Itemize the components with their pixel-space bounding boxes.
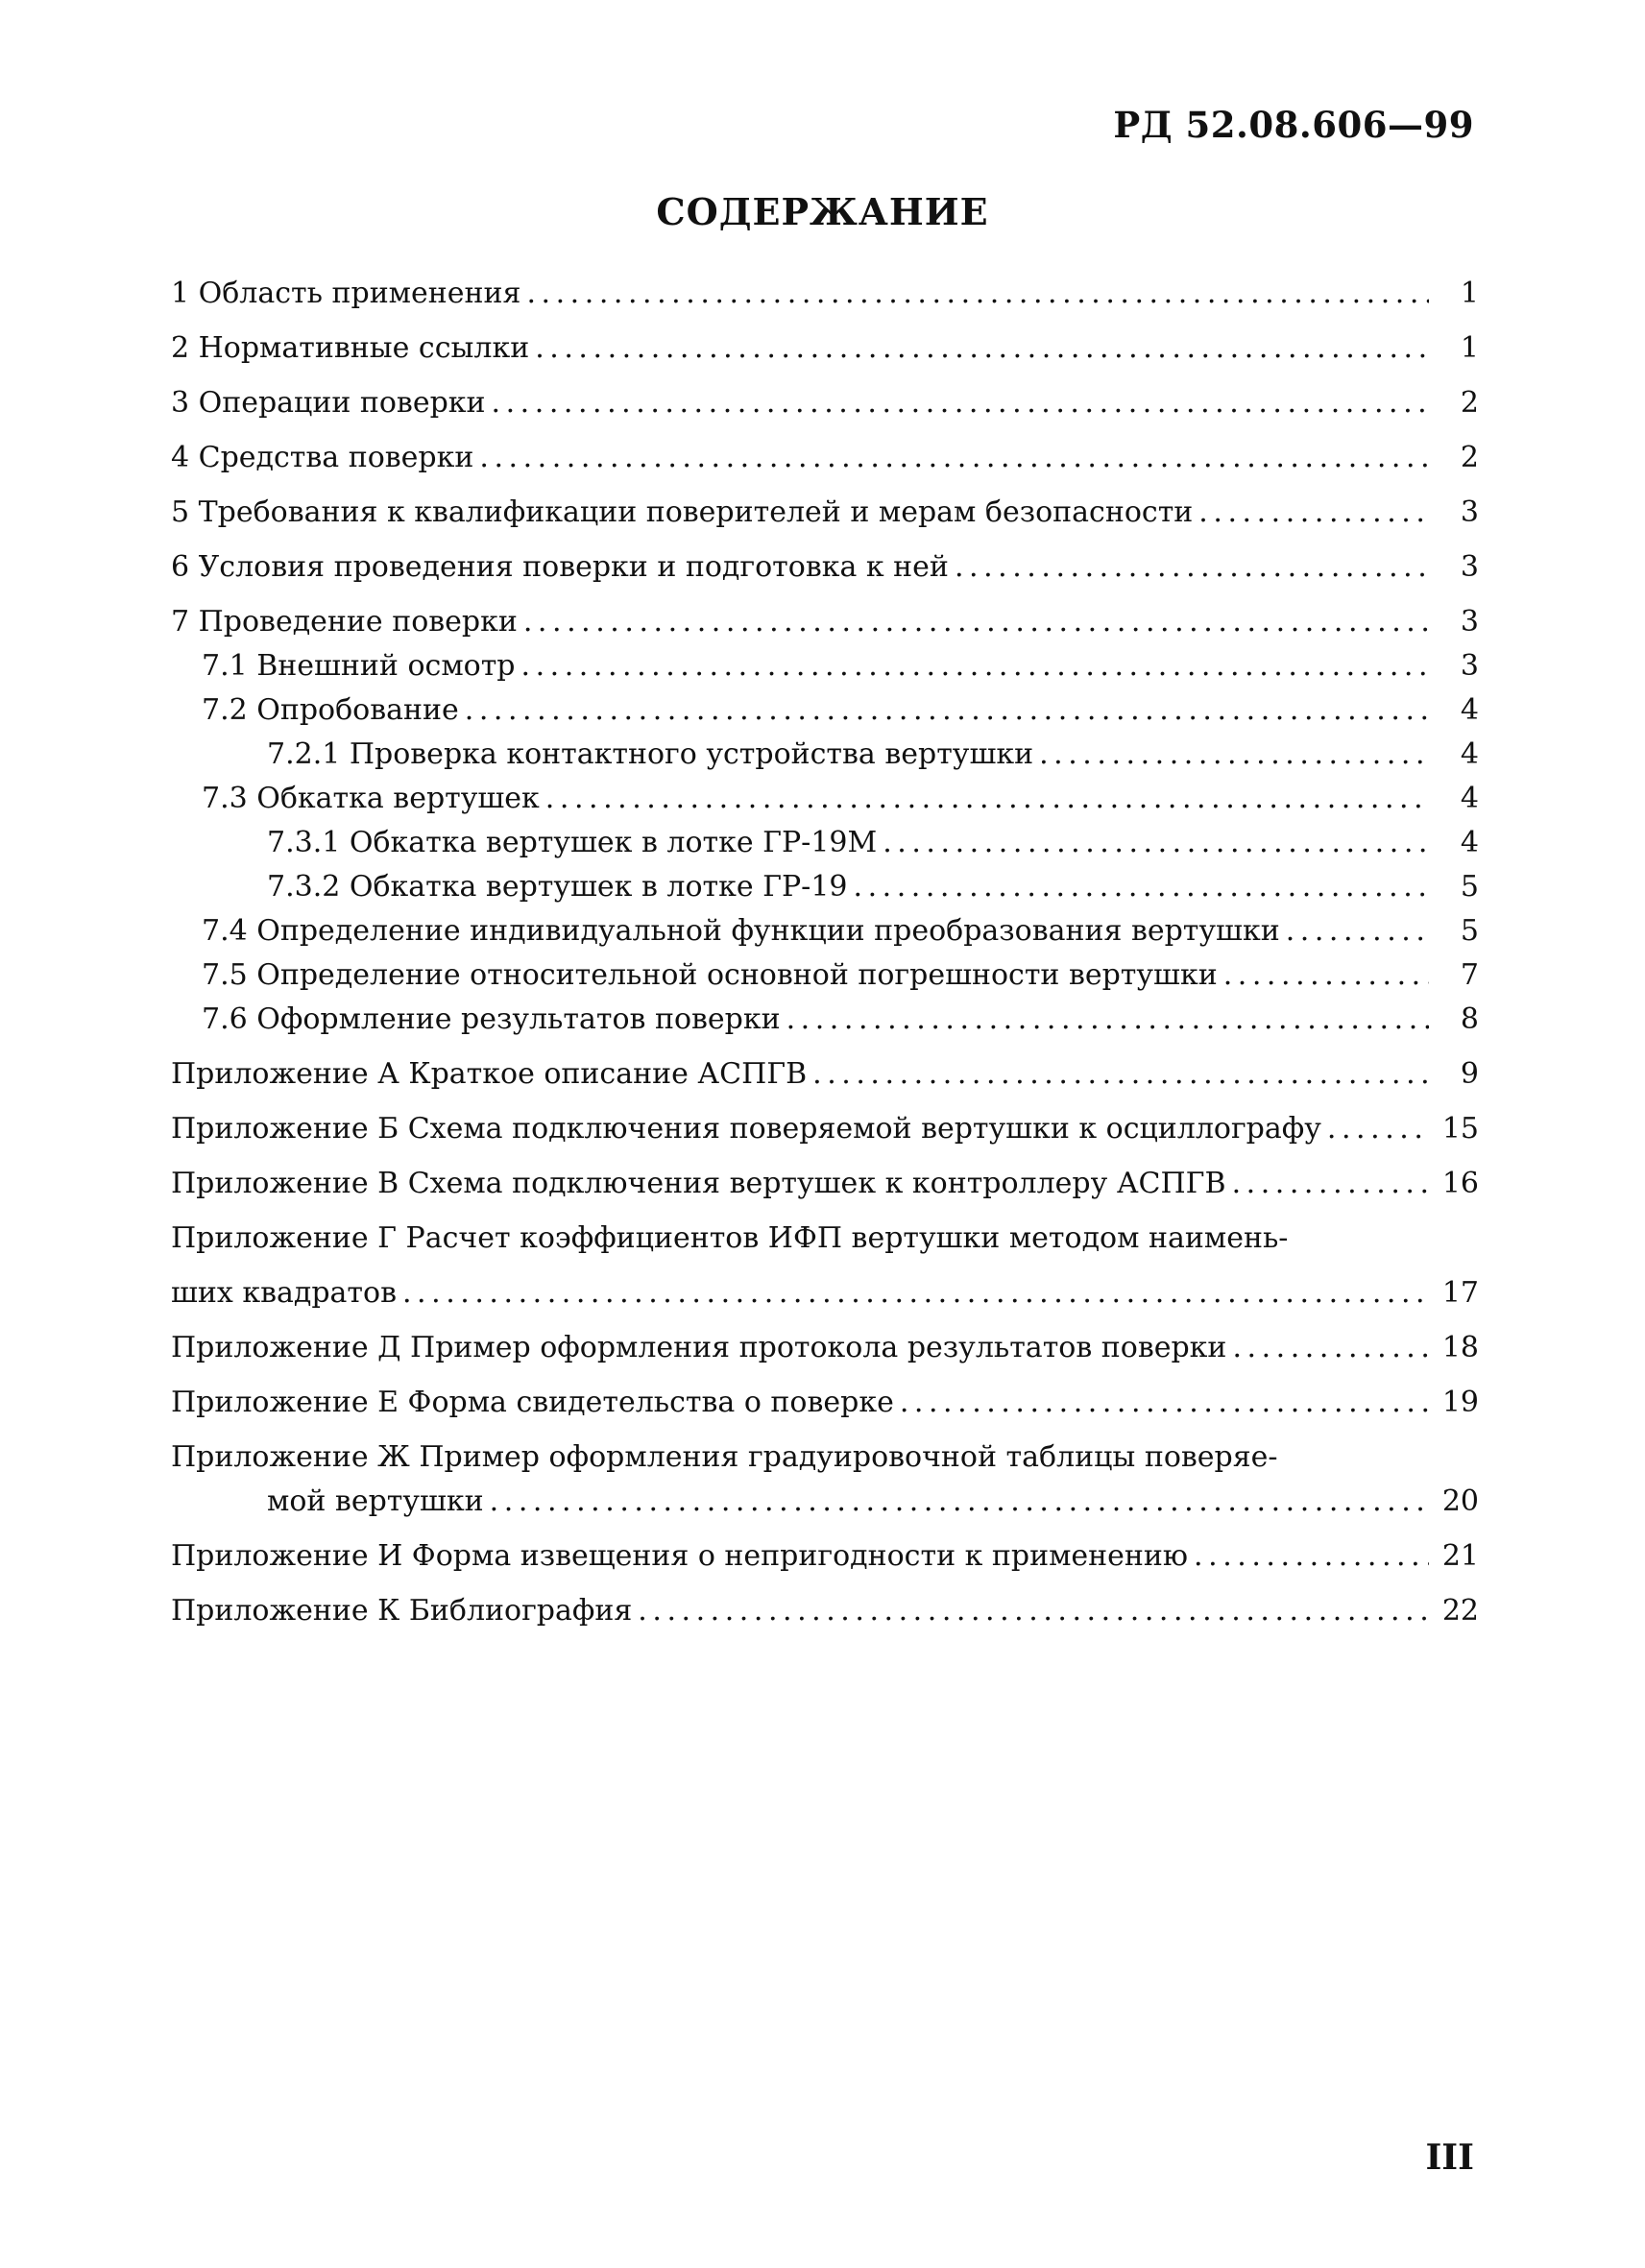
toc-entry-label: 7.3 Обкатка вертушек <box>202 782 540 815</box>
toc-entry-page: 2 <box>1460 386 1479 420</box>
toc-entry-label: Приложение Б Схема подключения поверяемой вертушки к осциллографу <box>171 1112 1321 1146</box>
toc-entry-label: Приложение Ж Пример оформления градуировочной таблицы поверяе- <box>171 1440 1278 1474</box>
toc-entry-label: 1 Область применения <box>171 277 521 310</box>
toc-leader <box>955 544 1429 591</box>
toc-entry[interactable] <box>171 1435 1479 1479</box>
toc-leader <box>1039 732 1429 778</box>
toc-entry[interactable] <box>171 1325 1479 1380</box>
toc-entry[interactable] <box>171 599 1479 643</box>
toc-entry[interactable] <box>171 1161 1479 1216</box>
toc-entry-page: 15 <box>1441 1112 1479 1146</box>
toc-entry[interactable] <box>171 435 1479 490</box>
toc-entry-label: Приложение В Схема подключения вертушек к контроллеру АСПГВ <box>171 1167 1226 1200</box>
toc-entry-label: 3 Операции поверки <box>171 386 486 420</box>
toc-leader <box>402 1270 1429 1316</box>
toc-leader <box>638 1588 1429 1634</box>
toc-entry-label: 7.2 Опробование <box>202 693 459 727</box>
toc-entry-page: 7 <box>1460 958 1479 992</box>
toc-entry[interactable] <box>171 1533 1479 1588</box>
page-number: III <box>1425 2137 1474 2178</box>
toc-entry-page: 21 <box>1441 1539 1479 1573</box>
document-code: РД 52.08.606—99 <box>1113 104 1474 146</box>
toc-entry-label: 7.5 Определение относительной основной погрешности вертушки <box>202 958 1218 992</box>
toc-entry[interactable] <box>171 490 1479 544</box>
toc-entry[interactable] <box>171 820 1479 864</box>
toc-leader <box>521 643 1429 689</box>
toc-entry[interactable] <box>171 732 1479 776</box>
toc-entry[interactable] <box>171 1270 1479 1325</box>
toc-entry[interactable] <box>171 1106 1479 1161</box>
toc-leader <box>490 1479 1429 1525</box>
toc-entry-label: 7.2.1 Проверка контактного устройства вертушки <box>267 737 1034 771</box>
toc-entry-label: 7.4 Определение индивидуальной функции преобразования вертушки <box>202 914 1280 948</box>
toc-entry-page: 1 <box>1460 331 1479 365</box>
toc-entry-page: 9 <box>1460 1057 1479 1091</box>
toc-entry[interactable] <box>171 776 1479 820</box>
toc-entry-label: Приложение А Краткое описание АСПГВ <box>171 1057 808 1091</box>
toc-leader <box>523 599 1429 645</box>
toc-entry-label: 7.3.1 Обкатка вертушек в лотке ГР-19М <box>267 826 878 859</box>
toc-entry-page: 3 <box>1460 605 1479 639</box>
toc-entry-page: 5 <box>1460 914 1479 948</box>
toc-entry-page: 20 <box>1441 1484 1479 1518</box>
toc-entry-label: Приложение И Форма извещения о непригодности к применению <box>171 1539 1189 1573</box>
toc-leader <box>479 435 1429 481</box>
toc-leader <box>1232 1325 1429 1371</box>
toc-entry[interactable] <box>171 1588 1479 1643</box>
toc-entry-page: 22 <box>1441 1594 1479 1628</box>
toc-leader <box>1223 953 1429 999</box>
toc-entry-page: 3 <box>1460 550 1479 584</box>
page-title: СОДЕРЖАНИЕ <box>656 190 989 233</box>
toc-leader <box>535 326 1429 372</box>
toc-entry-label: мой вертушки <box>267 1484 484 1518</box>
toc-leader <box>1286 908 1429 954</box>
toc-entry-label: 7 Проведение поверки <box>171 605 518 639</box>
toc-leader <box>465 688 1429 734</box>
toc-entry-page: 8 <box>1460 1002 1479 1036</box>
toc-leader <box>786 997 1429 1043</box>
toc-entry-label: 7.6 Оформление результатов поверки <box>202 1002 781 1036</box>
toc-entry[interactable] <box>171 864 1479 908</box>
toc-entry-label: 7.3.2 Обкатка вертушек в лотке ГР-19 <box>267 870 848 904</box>
toc-entry[interactable] <box>171 908 1479 953</box>
toc-entry-label: 5 Требования к квалификации поверителей и мерам безопасности <box>171 495 1194 529</box>
toc-entry-label: 2 Нормативные ссылки <box>171 331 530 365</box>
toc-leader <box>1327 1106 1429 1152</box>
toc-entry-label: 6 Условия проведения поверки и подготовка к ней <box>171 550 949 584</box>
toc-entry-label: ших квадратов <box>171 1276 397 1310</box>
toc-leader <box>1198 490 1429 536</box>
toc-entry-label: Приложение Е Форма свидетельства о поверке <box>171 1386 894 1419</box>
toc-entry-label: Приложение Г Расчет коэффициентов ИФП вертушки методом наимень- <box>171 1221 1289 1255</box>
toc-entry-page: 4 <box>1460 826 1479 859</box>
toc-leader <box>492 380 1429 426</box>
toc-entry[interactable] <box>171 326 1479 380</box>
toc-leader <box>854 864 1430 910</box>
toc-entry-page: 19 <box>1441 1386 1479 1419</box>
toc-entry[interactable] <box>171 997 1479 1051</box>
toc-entry-page: 3 <box>1460 649 1479 683</box>
toc-entry[interactable] <box>171 1380 1479 1435</box>
toc-entry-label: Приложение К Библиография <box>171 1594 633 1628</box>
toc-entry-label: 7.1 Внешний осмотр <box>202 649 516 683</box>
toc-leader <box>883 820 1429 866</box>
toc-entry[interactable] <box>171 953 1479 997</box>
toc-entry-page: 4 <box>1460 693 1479 727</box>
toc-entry-page: 3 <box>1460 495 1479 529</box>
toc-entry-page: 4 <box>1460 737 1479 771</box>
toc-leader <box>1194 1533 1429 1580</box>
toc-entry-page: 4 <box>1460 782 1479 815</box>
toc-entry[interactable] <box>171 544 1479 599</box>
toc-entry[interactable] <box>171 1051 1479 1106</box>
toc-entry-page: 16 <box>1441 1167 1479 1200</box>
toc-entry[interactable] <box>171 271 1479 326</box>
toc-entry-label: 4 Средства поверки <box>171 441 474 474</box>
toc-entry-page: 17 <box>1441 1276 1479 1310</box>
toc-entry-page: 5 <box>1460 870 1479 904</box>
toc-entry[interactable] <box>171 380 1479 435</box>
toc-leader <box>900 1380 1429 1426</box>
toc-leader <box>545 776 1429 822</box>
toc-entry-page: 1 <box>1460 277 1479 310</box>
toc-leader <box>1232 1161 1429 1207</box>
toc-entry-page: 2 <box>1460 441 1479 474</box>
toc-leader <box>812 1051 1429 1098</box>
table-of-contents <box>171 271 1479 1643</box>
toc-entry[interactable] <box>171 1479 1479 1533</box>
toc-entry-label: Приложение Д Пример оформления протокола результатов поверки <box>171 1331 1227 1364</box>
toc-entry[interactable] <box>171 688 1479 732</box>
toc-entry-page: 18 <box>1441 1331 1479 1364</box>
toc-leader <box>526 271 1429 317</box>
toc-entry[interactable] <box>171 643 1479 688</box>
toc-entry[interactable] <box>171 1216 1479 1270</box>
